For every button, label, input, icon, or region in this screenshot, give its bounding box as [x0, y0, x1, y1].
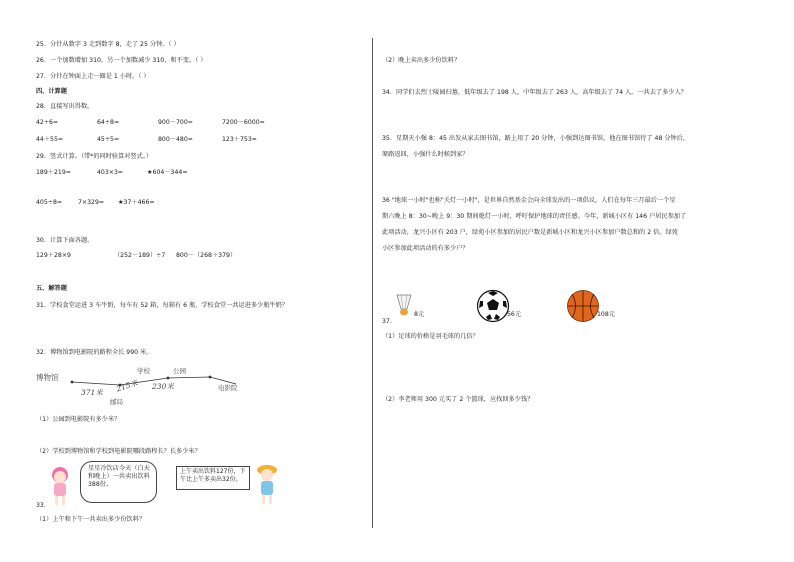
map-park-label: 公园 [173, 367, 186, 375]
route-map [30, 362, 245, 410]
question-30: 30．计算下面各题。 [36, 237, 94, 244]
calc-item: 64÷8= [97, 119, 120, 126]
question-25: 25．分针从数字 3 走到数字 8，走了 25 分钟。（ ） [36, 41, 180, 48]
expression-item: 800－（268＋379） [176, 252, 237, 259]
shuttlecock-icon [393, 293, 415, 319]
question-36-line-1: 36 "地球一小时"也称"关灯一小时"，是世界自然基金会向全球发出的一项倡议，人们在每年三月最后一个星 [382, 197, 676, 204]
question-27: 27．分针在钟面上走一圈是 1 小时。（ ） [36, 73, 150, 80]
section-4-title: 四、计算题 [36, 88, 67, 95]
soccer-ball-icon [476, 289, 510, 323]
vertical-calc-item: ★604－344= [147, 169, 188, 176]
girl-figure-icon [45, 463, 75, 507]
question-28: 28．直接写出得数。 [36, 103, 94, 110]
question-35-line-2: 原路返回，小强什么时候到家？ [382, 151, 469, 158]
section-5-title: 五、解答题 [36, 285, 67, 292]
expression-item: （252－189）÷7 [114, 252, 166, 259]
calc-item: 45÷5= [97, 136, 120, 143]
vertical-calc-item: 405÷8= [36, 199, 63, 206]
basketball-price: 108元 [597, 311, 615, 318]
map-cinema-label: 电影院 [218, 384, 238, 392]
question-33-part-1: （1）上午和下午一共卖出多少份饮料？ [36, 516, 146, 523]
question-32-part-2: （2）学校到博物馆和学校到电影院哪段路程长？长多少米？ [36, 448, 201, 455]
calc-item: 900－700= [158, 119, 193, 126]
question-26: 26．一个加数增加 310，另一个加数减少 310，和不变。（ ） [36, 57, 207, 64]
shuttlecock-price: 8元 [414, 311, 425, 318]
expression-item: 129＋28×9 [36, 252, 71, 259]
question-31: 31．学校食堂运进 3 车牛奶，每车有 52 箱，每箱有 6 瓶，学校食堂一共运进多少瓶牛奶？ [36, 302, 288, 309]
calc-item: 42÷6= [36, 119, 59, 126]
question-37-part-1: （1）足球的价格是羽毛球的几倍？ [382, 333, 479, 340]
question-35-line-1: 35．星期天小强 8：45 出发从家去图书馆，路上用了 20 分钟，小强到达图书馆，他在图书馆待了 48 分钟后， [382, 135, 690, 142]
question-29: 29．竖式计算。（带*的同时验算对竖式。） [36, 153, 153, 160]
map-distance-2: 215米 [115, 378, 139, 394]
basketball-icon [566, 289, 600, 323]
girl-with-hat-icon [252, 462, 282, 506]
vertical-calc-item: 403×3= [97, 169, 124, 176]
question-33-part-2: （2）晚上卖出多少份饮料？ [382, 57, 461, 64]
calc-item: 123＋753= [222, 136, 257, 143]
question-33: 33． [36, 502, 51, 509]
vertical-calc-item: 189＋219= [36, 169, 71, 176]
speech-bubble-2-text: 上午卖出饮料127份，下午比上午多卖出32份。 [180, 468, 246, 483]
speech-bubble-1-text: 星星冷饮店今天（白天和晚上）一共卖出饮料388份。 [88, 465, 150, 488]
map-school-label: 学校 [137, 367, 150, 375]
vertical-calc-item: 7×329= [78, 199, 105, 206]
calc-item: 800－480= [158, 136, 193, 143]
calc-item: 44＋55= [36, 136, 64, 143]
vertical-calc-item: ★37＋466= [118, 199, 155, 206]
question-32: 32．博物馆到电影院的路程全长 990 米。 [36, 349, 153, 356]
calc-item: 7200－6000= [222, 119, 265, 126]
question-34: 34．同学们去烈士陵园扫墓，低年级去了 198 人，中年级去了 263 人，高年级去了 74 人。一共去了多少人？ [382, 89, 687, 96]
question-36-line-3: 此项活动，龙兴小区有 203 户，绿苑小区参加的居民户数是新城小区和龙兴小区参加户数总和的 2 倍。绿苑 [382, 229, 678, 236]
map-post-label: 邮局 [110, 398, 123, 406]
map-distance-3: 230米 [152, 382, 174, 391]
question-36-line-4: 小区参加此项活动的有多少户？ [382, 245, 469, 252]
question-37: 37． [382, 318, 397, 325]
column-divider [372, 38, 373, 528]
question-36-line-2: 期六晚上 8：30~晚上 9：30 期间熄灯一小时，呼吁保护地球的责任感。今年，新城小区有 146 户居民参加了 [382, 213, 687, 220]
soccer-ball-price: 56元 [507, 311, 522, 318]
question-37-part-2: （2）李老师用 300 元买了 2 个篮球，应找回多少钱？ [382, 396, 534, 403]
map-museum-label: 博物馆 [36, 373, 59, 382]
question-32-part-1: （1）公园到电影院有多少米？ [36, 416, 121, 423]
map-distance-1: 371米 [81, 388, 103, 397]
